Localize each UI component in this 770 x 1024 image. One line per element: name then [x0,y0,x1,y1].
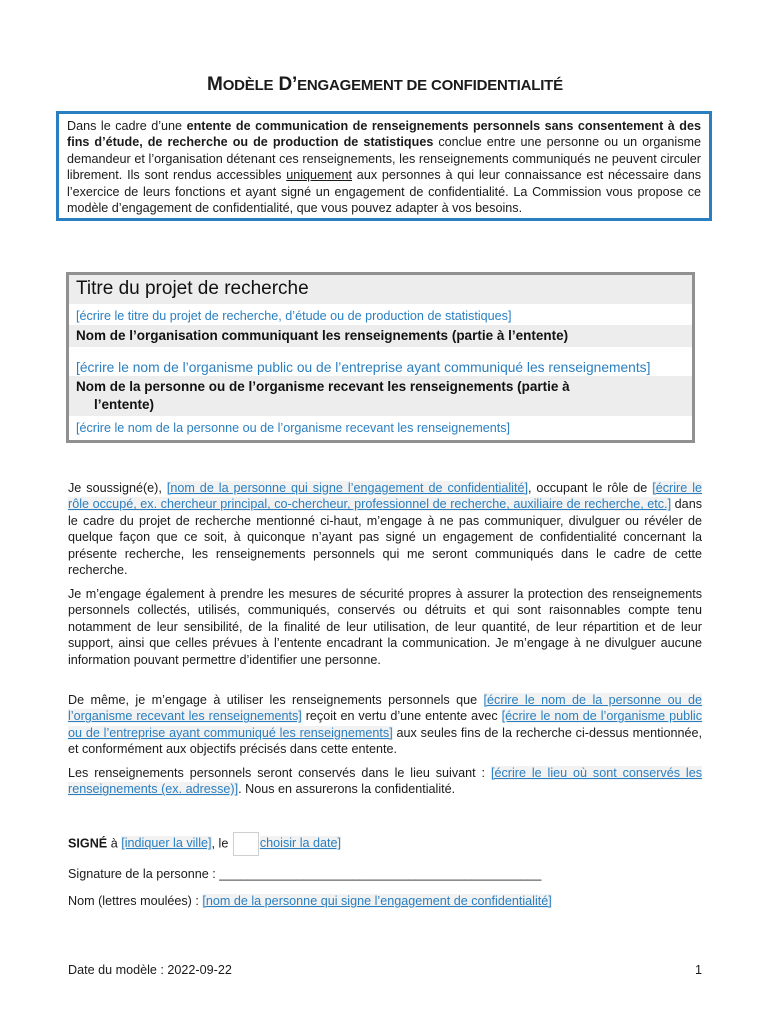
date-picker-box[interactable] [233,832,259,856]
city-field[interactable]: [indiquer la ville] [121,836,212,851]
recipient-label [69,376,692,416]
paragraph-storage [68,765,702,798]
paragraph-use [68,692,702,758]
paragraph-text: Les renseignements personnels seront conservés dans le lieu suivant : [68,766,491,780]
signer-name-field[interactable]: [nom de la personne qui signe l’engagement de confidentialité] [166,481,528,495]
printed-name-field[interactable]: [nom de la personne qui signe l’engagement de confidentialité] [202,894,552,908]
signed-text: à [107,836,122,851]
recipient-org-field[interactable]: [écrire le nom de la personne ou de l’organisme recevant les renseignements] [68,693,703,724]
page-footer [68,963,702,977]
paragraph-text: . Nous en assurerons la confidentialité. [238,782,456,797]
intro-text: Dans le cadre d’une [67,119,187,133]
template-date: Date du modèle : 2022-09-22 [68,963,232,977]
paragraph-undertaking [68,480,702,578]
paragraph-text: Je soussigné(e), [68,481,167,495]
paragraph-text: reçoit en vertu d’une entente avec [301,709,502,724]
project-info-table [66,272,695,443]
signature-line: Signature de la personne : ______________________________________________ [68,867,542,881]
intro-text: conclue entre une personne ou un organisme demandeur et l’organisation détenant ces renseignements, les renseignements communiqués ne peuvent circuler librement. Ils sont rendus accessibles [67,135,701,183]
recipient-label-line: l’entente) [94,397,155,412]
paragraph-text: De même, je m’engage à utiliser les renseignements personnels que [68,693,484,707]
signed-line [68,832,341,856]
provider-org-field[interactable]: [écrire le nom de l’organisme public ou de l’entreprise ayant communiqué les renseignements] [68,709,703,740]
printed-name-label: Nom (lettres moulées) : [68,894,203,908]
document-title [0,74,770,96]
paragraph-text: , occupant le rôle de [527,481,653,495]
paragraph-text: aux seules fins de la recherche ci-dessus mentionnée, et conformément aux objectifs précisés dans cette entente. [68,725,702,757]
storage-location-field[interactable]: [écrire le lieu où sont conservés les renseignements (ex. adresse)] [68,766,703,797]
role-field[interactable]: [écrire le rôle occupé, ex. chercheur principal, co-chercheur, professionnel de recherche, auxiliaire de recherche, etc.] [68,481,702,512]
title-part: ODÈLE [222,77,274,94]
title-part: D’ [273,74,298,95]
intro-underlined-text: uniquement [286,168,353,183]
project-title-field[interactable]: [écrire le titre du projet de recherche, d’étude ou de production de statistiques] [69,304,692,325]
date-field[interactable]: choisir la date] [259,836,342,851]
project-title-heading: Titre du projet de recherche [69,275,692,304]
recipient-label-line: Nom de la personne ou de l’organisme recevant les renseignements (partie à [76,379,570,394]
title-part: ENGAGEMENT DE CONFIDENTIALITÉ [297,77,563,94]
intro-box [56,111,712,221]
intro-text: aux personnes à qui leur connaissance est nécessaire dans l’exercice de leurs fonctions et ayant signé un engagement de confidentialité. La Commission vous propose ce modèle d’engagement de confidentialité, que vous pouvez adapter à vos besoins. [67,168,701,216]
paragraph-security: Je m’engage également à prendre les mesures de sécurité propres à assurer la protection des renseignements personnels collectés, utilisés, communiqués, conservés ou détruits et qui sont raisonnables compte tenu notamment de leur sensibilité, de la finalité de leur utilisation, de leur quantité, de leur répartition et de leur support, ainsi que celles prévues à l’entente encadrant la communication. Je m’engage à ne divulguer aucune information pouvant permettre d’identifier une personne. [68,587,702,667]
org-label: Nom de l’organisation communiquant les renseignements (partie à l’entente) [69,325,692,347]
org-name-field[interactable]: [écrire le nom de l’organisme public ou de l’entreprise ayant communiqué les renseignements] [69,347,692,376]
page-number: 1 [694,963,702,977]
title-part: M [207,74,223,95]
recipient-name-field[interactable]: [écrire le nom de la personne ou de l’organisme recevant les renseignements] [69,416,692,440]
paragraph-text: dans le cadre du projet de recherche mentionné ci-haut, m’engage à ne pas communiquer, divulguer ou révéler de quelque façon que ce soit, à quiconque n’ayant pas signé un engagement de confidentialité concernant la présente recherche, les renseignements personnels qui me seront communiqués dans le cadre de cette recherche. [68,497,702,578]
printed-name-line [68,894,552,908]
intro-bold-text: entente de communication de renseignements personnels sans consentement à des fins d’étude, de recherche ou de production de statistiques [67,119,702,150]
signed-label: SIGNÉ [68,836,108,851]
signed-text: , le [211,836,232,851]
